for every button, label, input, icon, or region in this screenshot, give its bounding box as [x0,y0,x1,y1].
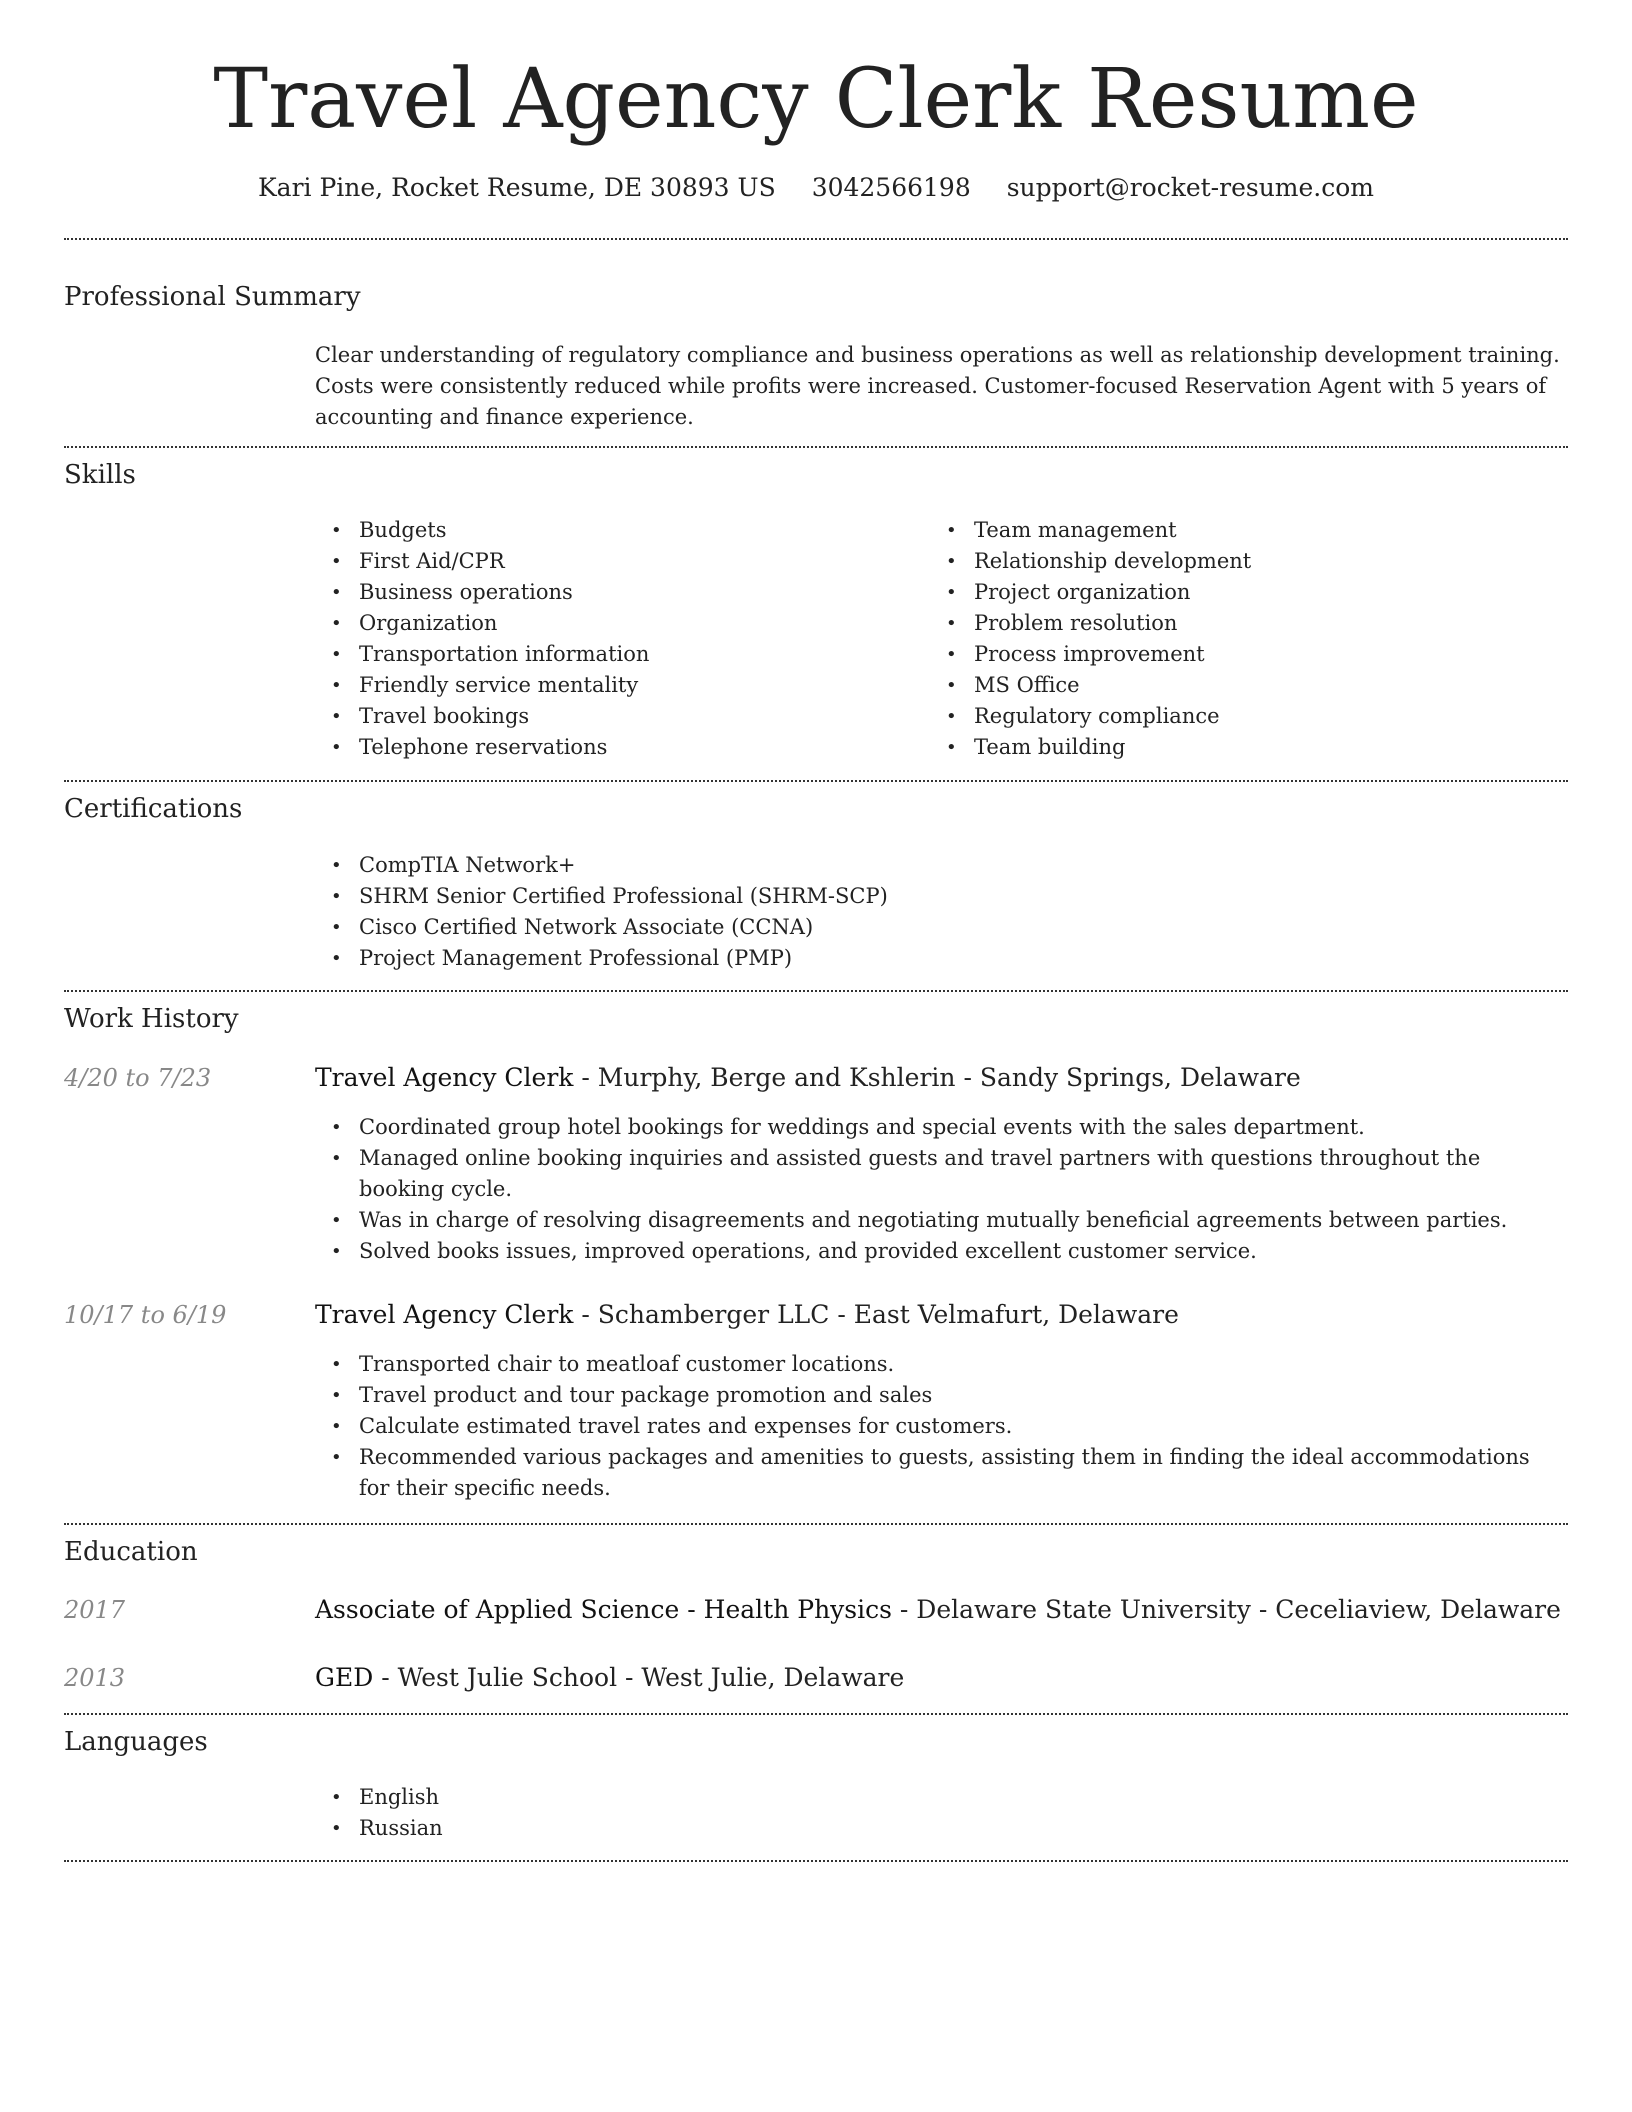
divider [64,780,1568,782]
skills-list-left [315,515,915,763]
list-item: • Solved books issues, improved operations, and provided excellent customer service. [315,1236,1565,1267]
education-details: - West Julie School - West Julie, Delaware [373,1663,905,1692]
languages-list [315,1782,1565,1844]
resume-title: Travel Agency Clerk Resume [213,52,1419,147]
certifications-list [315,850,1565,974]
list-item: • Cisco Certified Network Associate (CCNA) [315,912,1565,943]
list-item: • Transportation information [315,639,915,670]
summary-text: Clear understanding of regulatory compliance and business operations as well as relationship development training. Costs were consistently reduced while profits were increased. Customer-focused Reservation Agent with 5 years of accounting and finance experience. [315,343,1560,429]
work-heading: Work History [64,1004,239,1034]
divider [64,446,1568,448]
list-item: • Coordinated group hotel bookings for weddings and special events with the sales department. [315,1112,1565,1143]
list-item: • Transported chair to meatloaf customer locations. [315,1349,1565,1380]
education-entry [315,1593,1561,1627]
list-item: • Friendly service mentality [315,670,915,701]
list-item: • Regulatory compliance [930,701,1530,732]
list-item: • Team management [930,515,1530,546]
list-item: • Organization [315,608,915,639]
education-year: 2017 [64,1596,126,1624]
list-item: • Problem resolution [930,608,1530,639]
list-item: • Process improvement [930,639,1530,670]
list-item: • Budgets [315,515,915,546]
contact-address: Kari Pine, Rocket Resume, DE 30893 US [257,173,776,202]
job-dates: 10/17 to 6/19 [64,1301,227,1329]
contact-phone: 3042566198 [811,173,971,202]
skills-heading: Skills [64,460,136,490]
list-item: • Travel bookings [315,701,915,732]
summary-heading: Professional Summary [64,282,361,312]
list-item: • Was in charge of resolving disagreements and negotiating mutually beneficial agreements between parties. [315,1205,1565,1236]
list-item: • Project organization [930,577,1530,608]
job-dates: 4/20 to 7/23 [64,1064,212,1092]
job-role: Travel Agency Clerk [315,1300,574,1329]
list-item: • Relationship development [930,546,1530,577]
list-item: • Managed online booking inquiries and assisted guests and travel partners with questions throughout the booking cycle. [315,1143,1565,1205]
education-degree: Associate of Applied Science - Health Physics [315,1595,892,1624]
job-bullets [315,1349,1565,1504]
job-role: Travel Agency Clerk [315,1063,574,1092]
list-item: • Calculate estimated travel rates and expenses for customers. [315,1411,1565,1442]
list-item: • SHRM Senior Certified Professional (SHRM-SCP) [315,881,1565,912]
job-details: - Schamberger LLC - East Velmafurt, Delaware [573,1300,1179,1329]
job-title [315,1298,1179,1332]
divider [64,990,1568,992]
list-item: • Russian [315,1813,1565,1844]
list-item: • Project Management Professional (PMP) [315,943,1565,974]
job-bullets [315,1112,1565,1267]
contact-line [0,170,1632,206]
education-entry [315,1661,904,1695]
education-heading: Education [64,1537,198,1567]
list-item: • Business operations [315,577,915,608]
education-degree: GED [315,1663,374,1692]
languages-heading: Languages [64,1727,208,1757]
list-item: • Travel product and tour package promotion and sales [315,1380,1565,1411]
divider [64,1713,1568,1715]
certifications-heading: Certifications [64,794,243,824]
list-item: • English [315,1782,1565,1813]
divider [64,238,1568,240]
job-details: - Murphy, Berge and Kshlerin - Sandy Springs, Delaware [573,1063,1301,1092]
list-item: • Team building [930,732,1530,763]
list-item: • Recommended various packages and amenities to guests, assisting them in finding the ideal accommodations for their specific needs. [315,1442,1565,1504]
education-details: - Delaware State University - Ceceliaview, Delaware [891,1595,1561,1624]
list-item: • First Aid/CPR [315,546,915,577]
divider [64,1860,1568,1862]
education-year: 2013 [64,1664,126,1692]
list-item: • Telephone reservations [315,732,915,763]
list-item: • CompTIA Network+ [315,850,1565,881]
divider [64,1523,1568,1525]
list-item: • MS Office [930,670,1530,701]
contact-email: support@rocket-resume.com [1006,173,1375,202]
job-title [315,1061,1301,1095]
skills-list-right [930,515,1530,763]
